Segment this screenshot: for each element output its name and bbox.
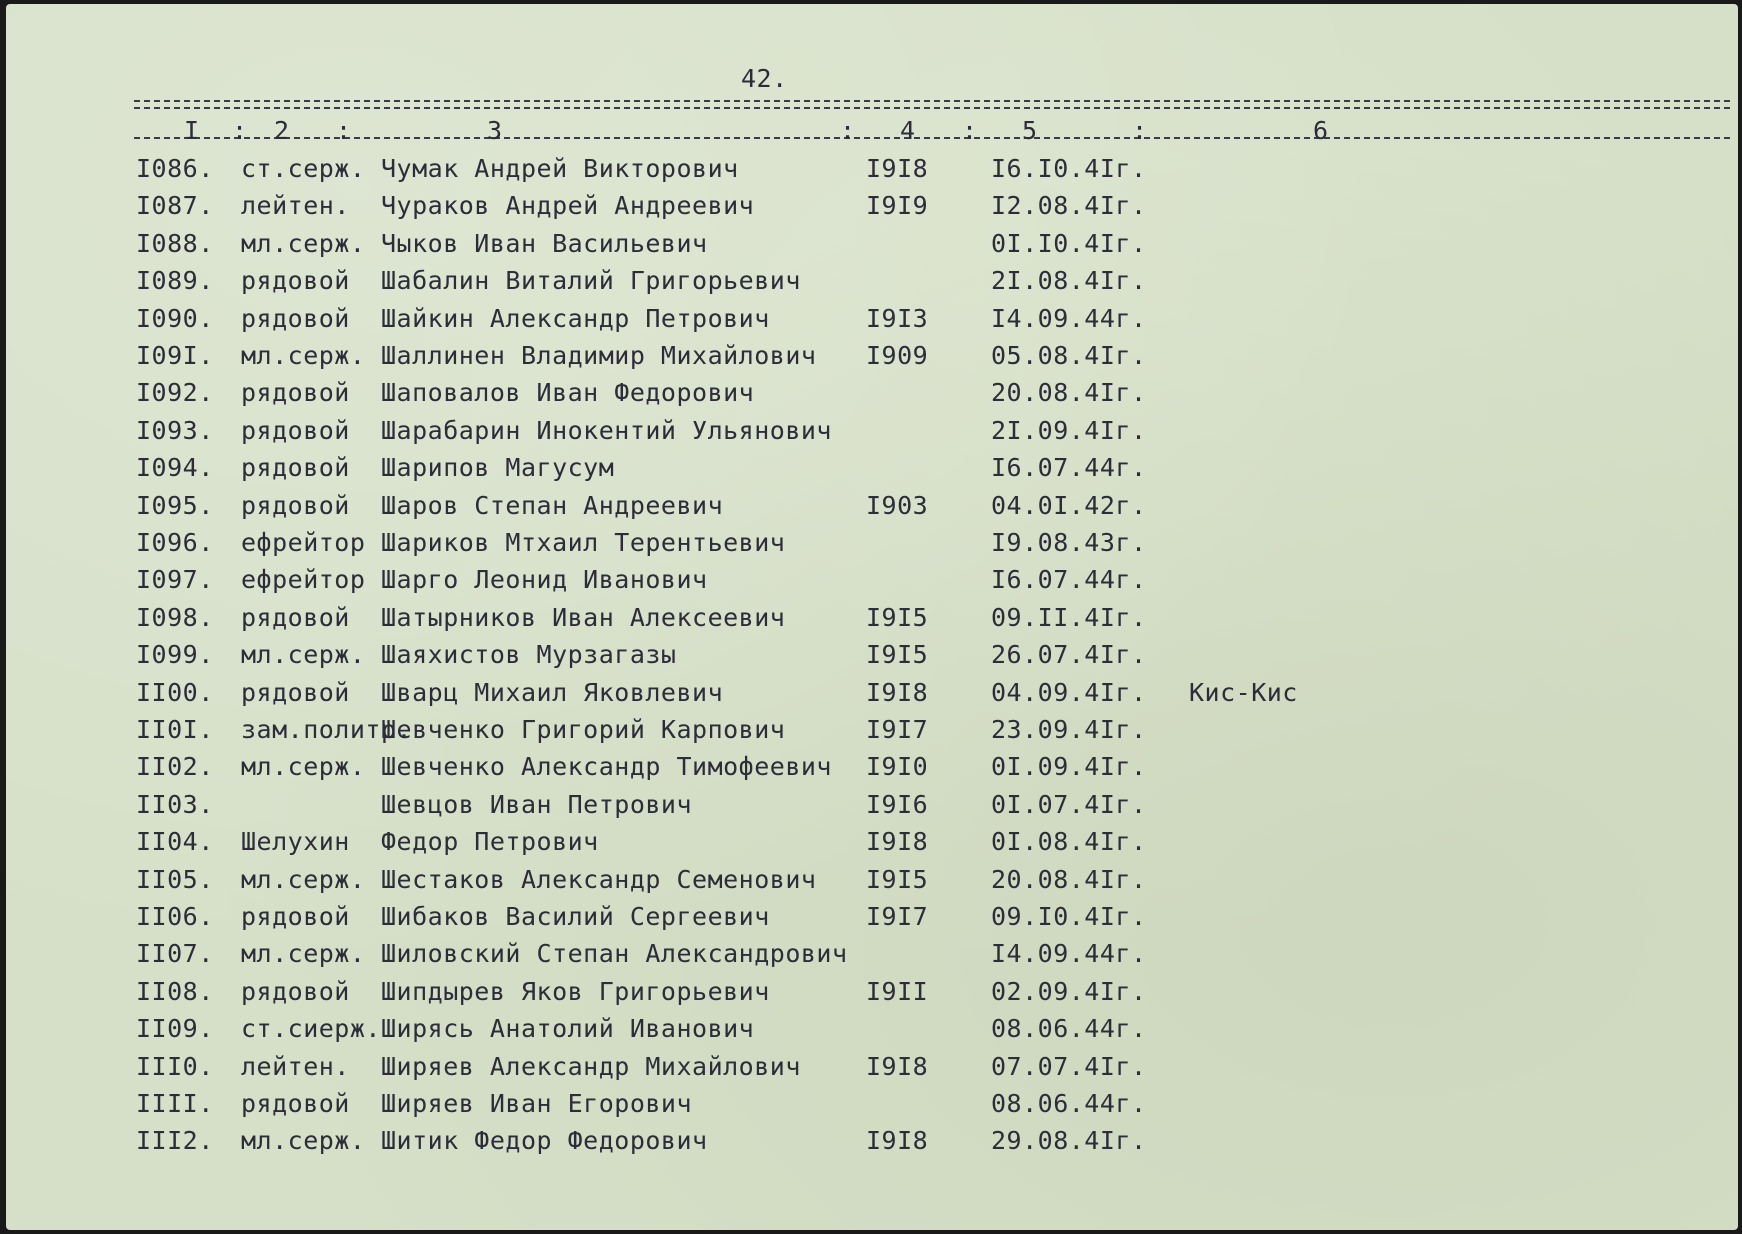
record-number: I087. xyxy=(136,191,214,221)
record-date: 0I.07.4Iг. xyxy=(991,789,1147,819)
record-number: I098. xyxy=(136,602,214,632)
record-number: I093. xyxy=(136,415,214,445)
record-birth-year: I903 xyxy=(866,490,929,520)
record-date: 09.I0.4Iг. xyxy=(991,902,1147,931)
table-row xyxy=(6,416,1738,452)
table-row xyxy=(6,977,1738,1013)
record-name: Шатырников Иван Алексеевич xyxy=(381,602,786,632)
record-date: 29.08.4Iг. xyxy=(991,1126,1147,1156)
record-birth-year: I9I5 xyxy=(866,864,929,894)
table-row xyxy=(6,491,1738,527)
record-birth-year: I9I8 xyxy=(866,827,929,857)
column-separator: : xyxy=(336,116,352,145)
record-date: I4.09.44г. xyxy=(991,303,1147,333)
record-name: Чумак Андрей Викторович xyxy=(381,154,739,183)
record-date: I6.07.44г. xyxy=(991,453,1147,483)
document-page xyxy=(6,4,1738,1230)
record-number: I092. xyxy=(136,378,214,408)
record-rank: мл.серж. xyxy=(241,1126,366,1156)
column-header-1: I xyxy=(184,116,200,145)
record-name: Шаяхистов Мурзагазы xyxy=(381,640,677,670)
column-header-6: 6 xyxy=(1313,116,1329,145)
record-number: I086. xyxy=(136,154,214,183)
record-name: Шевченко Александр Тимофеевич xyxy=(381,752,832,782)
record-number: II08. xyxy=(136,976,214,1006)
record-name: Ширяев Иван Егорович xyxy=(381,1089,693,1118)
table-row xyxy=(6,1052,1738,1088)
record-rank: рядовой xyxy=(241,602,350,632)
record-name: Шайкин Александр Петрович xyxy=(381,303,770,333)
column-header-2: 2 xyxy=(274,116,290,145)
record-name: Шестаков Александр Семенович xyxy=(381,864,817,894)
record-number: II07. xyxy=(136,939,214,969)
record-birth-year: I9I8 xyxy=(866,1051,929,1081)
record-birth-year: I9I8 xyxy=(866,1126,929,1156)
record-date: I4.09.44г. xyxy=(991,939,1147,969)
record-number: I090. xyxy=(136,303,214,333)
record-number: III0. xyxy=(136,1051,214,1081)
table-row xyxy=(6,453,1738,489)
record-birth-year: I909 xyxy=(866,341,929,370)
record-date: 09.II.4Iг. xyxy=(991,602,1147,632)
record-date: 0I.I0.4Iг. xyxy=(991,228,1147,258)
record-number: I088. xyxy=(136,228,214,258)
table-row xyxy=(6,790,1738,826)
record-number: II05. xyxy=(136,864,214,894)
record-rank: Шелухин xyxy=(241,827,350,857)
record-birth-year: I9I5 xyxy=(866,602,929,632)
record-birth-year: I9II xyxy=(866,976,929,1006)
record-rank: зам.политр. xyxy=(241,715,413,744)
record-number: I09I. xyxy=(136,341,214,370)
record-date: 2I.09.4Iг. xyxy=(991,415,1147,445)
record-name: Шаповалов Иван Федорович xyxy=(381,378,755,408)
record-rank: мл.серж. xyxy=(241,228,366,258)
record-date: I6.I0.4Iг. xyxy=(991,154,1147,183)
table-row xyxy=(6,678,1738,714)
record-date: I9.08.43г. xyxy=(991,528,1147,557)
record-name: Шариков Мтхаил Терентьевич xyxy=(381,528,786,557)
record-rank: ефрейтор xyxy=(241,528,366,557)
record-rank: ефрейтор xyxy=(241,565,366,595)
record-birth-year: I9I3 xyxy=(866,303,929,333)
column-header-4: 4 xyxy=(900,116,916,145)
column-header-3: 3 xyxy=(487,116,503,145)
header-rule-bottom xyxy=(134,137,1730,139)
record-name: Федор Петрович xyxy=(381,827,599,857)
record-number: II02. xyxy=(136,752,214,782)
record-number: III2. xyxy=(136,1126,214,1156)
record-rank: рядовой xyxy=(241,266,350,296)
record-name: Шиловский Степан Александрович xyxy=(381,939,848,969)
table-row xyxy=(6,1126,1738,1162)
record-date: I6.07.44г. xyxy=(991,565,1147,595)
table-row xyxy=(6,939,1738,975)
record-date: 2I.08.4Iг. xyxy=(991,266,1147,296)
record-date: 20.08.4Iг. xyxy=(991,864,1147,894)
record-date: 02.09.4Iг. xyxy=(991,976,1147,1006)
column-separator: : xyxy=(962,116,978,145)
table-row xyxy=(6,528,1738,564)
record-number: I095. xyxy=(136,490,214,520)
record-date: I2.08.4Iг. xyxy=(991,191,1147,221)
record-name: Шарипов Магусум xyxy=(381,453,615,483)
record-number: II0I. xyxy=(136,715,214,744)
record-date: 20.08.4Iг. xyxy=(991,378,1147,408)
record-birth-year: I9I5 xyxy=(866,640,929,670)
record-date: 0I.09.4Iг. xyxy=(991,752,1147,782)
table-row xyxy=(6,565,1738,601)
record-name: Шаров Степан Андреевич xyxy=(381,490,724,520)
record-rank: мл.серж. xyxy=(241,640,366,670)
record-rank: рядовой xyxy=(241,415,350,445)
record-birth-year: I9I8 xyxy=(866,154,929,183)
column-separator: : xyxy=(840,116,856,145)
record-birth-year: I9I6 xyxy=(866,789,929,819)
column-header-5: 5 xyxy=(1022,116,1038,145)
record-birth-year: I9I7 xyxy=(866,715,929,744)
table-row xyxy=(6,229,1738,265)
record-number: II09. xyxy=(136,1014,214,1044)
record-number: I096. xyxy=(136,528,214,557)
record-number: I097. xyxy=(136,565,214,595)
record-rank: мл.серж. xyxy=(241,939,366,969)
header-rule-top xyxy=(134,100,1730,102)
record-name: Чыков Иван Васильевич xyxy=(381,228,708,258)
record-date: 08.06.44г. xyxy=(991,1089,1147,1118)
record-date: 07.07.4Iг. xyxy=(991,1051,1147,1081)
record-number: IIII. xyxy=(136,1089,214,1118)
table-row xyxy=(6,1014,1738,1050)
record-name: Шаллинен Владимир Михайлович xyxy=(381,341,817,370)
table-row xyxy=(6,191,1738,227)
record-number: II03. xyxy=(136,789,214,819)
table-row xyxy=(6,341,1738,377)
record-birth-year: I9I8 xyxy=(866,677,929,707)
record-name: Шабалин Виталий Григорьевич xyxy=(381,266,801,296)
table-row xyxy=(6,827,1738,863)
record-name: Шевцов Иван Петрович xyxy=(381,789,693,819)
table-row xyxy=(6,603,1738,639)
record-rank: мл.серж. xyxy=(241,864,366,894)
record-date: 08.06.44г. xyxy=(991,1014,1147,1044)
record-rank: рядовой xyxy=(241,378,350,408)
record-rank: рядовой xyxy=(241,490,350,520)
table-row xyxy=(6,715,1738,751)
record-name: Шипдырев Яков Григорьевич xyxy=(381,976,770,1006)
table-row xyxy=(6,266,1738,302)
record-number: II00. xyxy=(136,677,214,707)
table-row xyxy=(6,1089,1738,1125)
record-birth-year: I9I9 xyxy=(866,191,929,221)
table-row xyxy=(6,865,1738,901)
page-number: 42. xyxy=(741,64,788,93)
record-date: 04.09.4Iг. xyxy=(991,677,1147,707)
table-row xyxy=(6,378,1738,414)
record-rank: мл.серж. xyxy=(241,341,366,370)
record-rank: ст.сиерж. xyxy=(241,1014,381,1044)
record-name: Шарго Леонид Иванович xyxy=(381,565,708,595)
record-date: 0I.08.4Iг. xyxy=(991,827,1147,857)
record-name: Чураков Андрей Андреевич xyxy=(381,191,755,221)
table-row xyxy=(6,752,1738,788)
record-rank: рядовой xyxy=(241,677,350,707)
record-rank: мл.серж. xyxy=(241,752,366,782)
record-birth-year: I9I7 xyxy=(866,902,929,931)
record-number: I094. xyxy=(136,453,214,483)
record-name: Шибаков Василий Сергеевич xyxy=(381,902,770,931)
table-row xyxy=(6,304,1738,340)
record-date: 26.07.4Iг. xyxy=(991,640,1147,670)
record-rank: рядовой xyxy=(241,1089,350,1118)
table-row xyxy=(6,154,1738,190)
record-name: Шевченко Григорий Карпович xyxy=(381,715,786,744)
record-date: 04.0I.42г. xyxy=(991,490,1147,520)
record-name: Ширяев Александр Михайлович xyxy=(381,1051,801,1081)
header-rule-middle xyxy=(134,107,1730,109)
record-rank: лейтен. xyxy=(241,1051,350,1081)
table-row xyxy=(6,902,1738,938)
record-date: 23.09.4Iг. xyxy=(991,715,1147,744)
record-number: II06. xyxy=(136,902,214,931)
record-rank: лейтен. xyxy=(241,191,350,221)
column-separator: : xyxy=(232,116,248,145)
record-rank: рядовой xyxy=(241,902,350,931)
record-name: Шитик Федор Федорович xyxy=(381,1126,708,1156)
record-rank: рядовой xyxy=(241,453,350,483)
record-number: I089. xyxy=(136,266,214,296)
record-name: Шарабарин Инокентий Ульянович xyxy=(381,415,832,445)
record-rank: рядовой xyxy=(241,303,350,333)
table-row xyxy=(6,640,1738,676)
record-birth-year: I9I0 xyxy=(866,752,929,782)
record-number: II04. xyxy=(136,827,214,857)
record-rank: ст.серж. xyxy=(241,154,366,183)
record-name: Ширясь Анатолий Иванович xyxy=(381,1014,755,1044)
record-number: I099. xyxy=(136,640,214,670)
record-note: Кис-Кис xyxy=(1189,677,1298,707)
record-rank: рядовой xyxy=(241,976,350,1006)
record-name: Шварц Михаил Яковлевич xyxy=(381,677,724,707)
record-date: 05.08.4Iг. xyxy=(991,341,1147,370)
column-separator: : xyxy=(1132,116,1148,145)
